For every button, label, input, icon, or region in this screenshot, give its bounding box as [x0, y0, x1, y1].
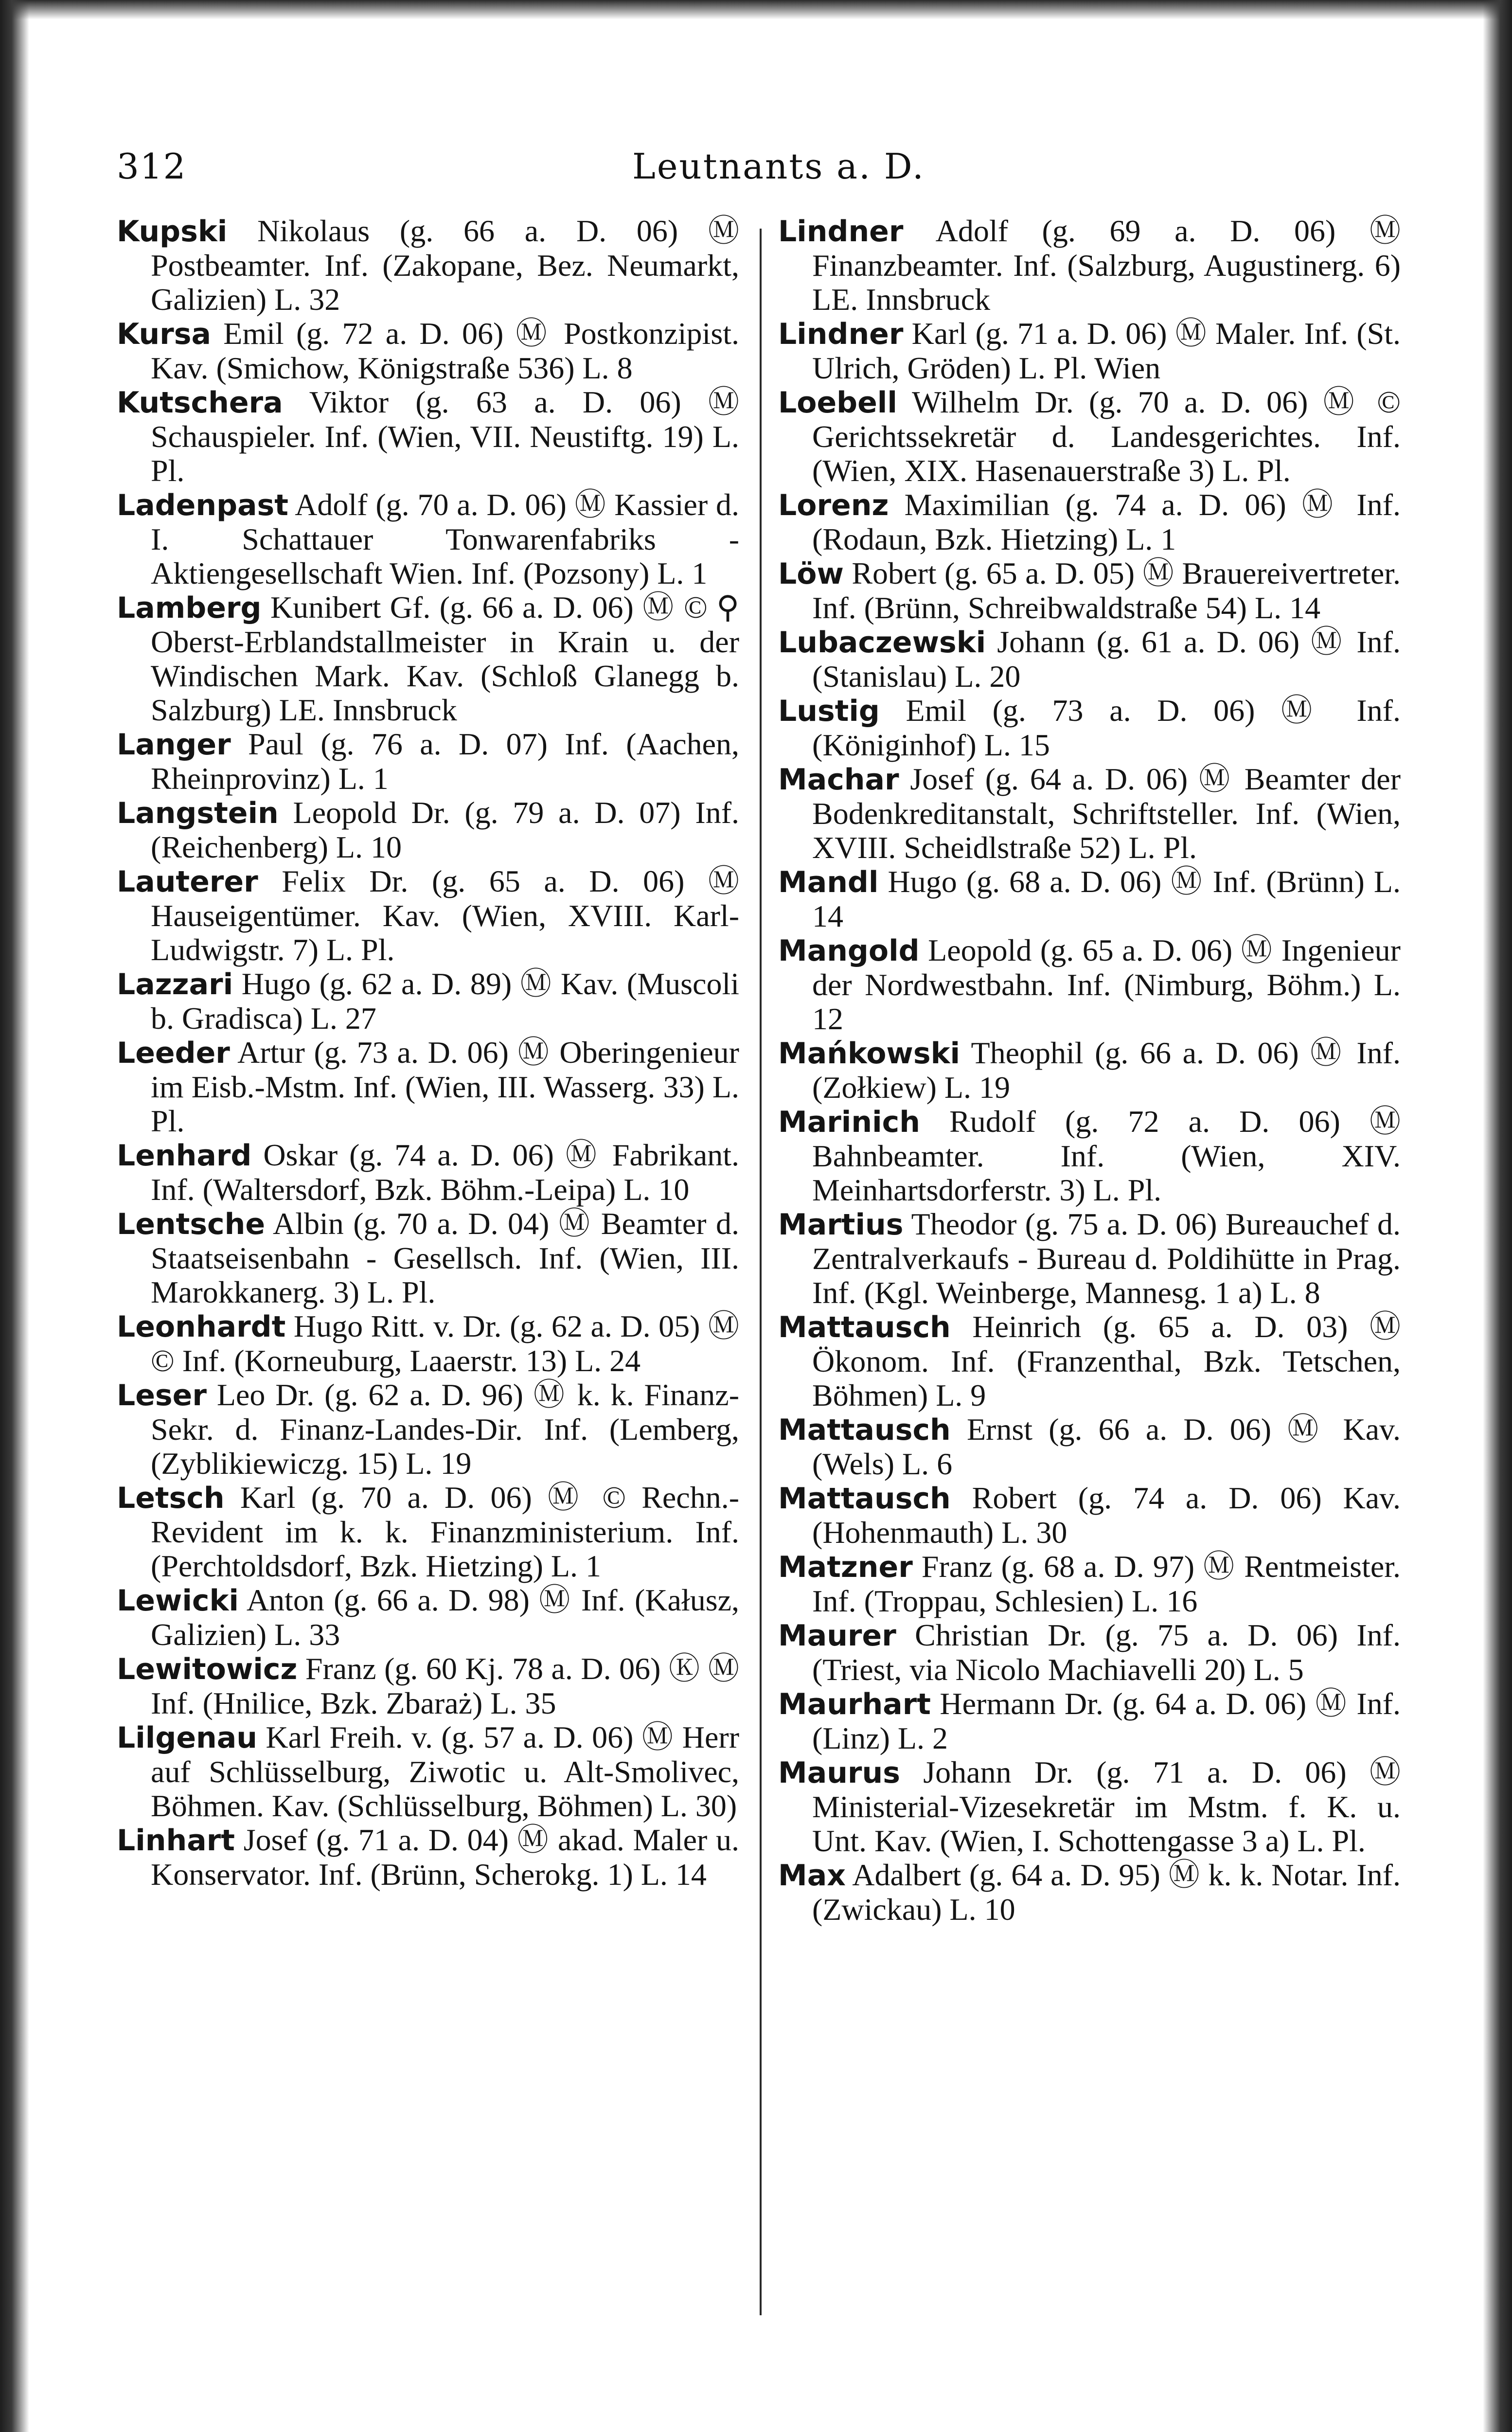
entry-surname: Martius [778, 1208, 904, 1242]
directory-entry [117, 1378, 739, 1481]
entry-surname: Lindner [778, 317, 904, 351]
directory-entry [778, 1618, 1401, 1687]
entry-details: Theophil (g. 66 a. D. 06) Ⓜ Inf. (Zołkiew) L. 19 [812, 1036, 1401, 1105]
entry-details: Emil (g. 72 a. D. 06) Ⓜ Postkonzipist. Kav. (Smichow, Königstraße 536) L. 8 [151, 316, 739, 385]
entry-surname: Mattausch [778, 1310, 951, 1344]
directory-entry [117, 1481, 739, 1583]
entry-surname: Mangold [778, 934, 920, 968]
directory-entry [778, 385, 1401, 488]
entry-surname: Letsch [117, 1481, 225, 1515]
directory-entry [117, 1309, 739, 1378]
directory-entry [778, 1687, 1401, 1755]
entry-surname: Linhart [117, 1824, 235, 1858]
entry-details: Emil (g. 73 a. D. 06) Ⓜ Inf. (Königinhof) L. 15 [812, 693, 1401, 762]
directory-entry [778, 1481, 1401, 1550]
entry-surname: Maurus [778, 1756, 900, 1790]
entry-surname: Loebell [778, 386, 897, 420]
directory-entry [117, 1138, 739, 1207]
directory-entry [117, 727, 739, 796]
entry-surname: Lewitowicz [117, 1652, 298, 1686]
directory-entry [778, 1036, 1401, 1105]
directory-entry [778, 1755, 1401, 1858]
directory-entry [778, 1105, 1401, 1207]
entry-details: Karl (g. 70 a. D. 06) Ⓜ © Rechn.-Revident im k. k. Finanzministerium. Inf. (Perchtoldsdorf, Bzk. Hietzing) L. 1 [151, 1480, 739, 1583]
entry-surname: Lamberg [117, 591, 262, 625]
directory-entry [117, 1583, 739, 1652]
page-number: 312 [117, 146, 187, 187]
entry-surname: Matzner [778, 1550, 913, 1584]
entry-surname: Lazzari [117, 967, 233, 1001]
directory-entry [778, 1310, 1401, 1413]
directory-entry [778, 933, 1401, 1036]
entry-surname: Lewicki [117, 1584, 239, 1618]
directory-entry [117, 1652, 739, 1720]
entry-surname: Leeder [117, 1036, 230, 1070]
directory-entry [778, 214, 1401, 317]
entry-details: Josef (g. 64 a. D. 06) Ⓜ Beamter der Bodenkreditanstalt, Schriftsteller. Inf. (Wien, XVIII. Scheidlstraße 52) L. Pl. [812, 762, 1401, 865]
directory-entry [778, 1207, 1401, 1310]
directory-entry [117, 1207, 739, 1309]
directory-entry [117, 385, 739, 488]
directory-entry [117, 214, 739, 317]
entry-details: Wilhelm Dr. (g. 70 a. D. 06) Ⓜ © Gerichtssekretär d. Landesgerichtes. Inf. (Wien, XIX. Hasenauerstraße 3) L. Pl. [812, 385, 1401, 488]
entry-surname: Leser [117, 1378, 207, 1413]
entry-surname: Lorenz [778, 488, 889, 522]
directory-entry [117, 590, 739, 727]
entry-details: Viktor (g. 63 a. D. 06) Ⓜ Schauspieler. Inf. (Wien, VII. Neustiftg. 19) L. Pl. [151, 385, 739, 488]
entry-details: Maximilian (g. 74 a. D. 06) Ⓜ Inf. (Rodaun, Bzk. Hietzing) L. 1 [812, 487, 1401, 556]
entry-details: Artur (g. 73 a. D. 06) Ⓜ Oberingenieur im Eisb.-Mstm. Inf. (Wien, III. Wasserg. 33) L. Pl. [151, 1035, 739, 1138]
running-title: Leutnants a. D. [632, 146, 925, 187]
directory-entry [117, 1036, 739, 1138]
directory-entry [778, 694, 1401, 762]
entry-surname: Lustig [778, 694, 880, 728]
entry-details: Robert (g. 65 a. D. 05) Ⓜ Brauereivertreter. Inf. (Brünn, Schreibwaldstraße 54) L. 14 [812, 556, 1401, 625]
scan-edge-top [0, 0, 1512, 19]
directory-entry [117, 796, 739, 864]
entry-details: Hugo Ritt. v. Dr. (g. 62 a. D. 05) Ⓜ © Inf. (Korneuburg, Laaerstr. 13) L. 24 [151, 1309, 739, 1378]
entry-details: Johann (g. 61 a. D. 06) Ⓜ Inf. (Stanislau) L. 20 [812, 625, 1401, 694]
entry-surname: Lauterer [117, 865, 258, 899]
entry-details: Leopold Dr. (g. 79 a. D. 07) Inf. (Reichenberg) L. 10 [151, 795, 739, 864]
entry-surname: Langstein [117, 796, 279, 830]
entry-surname: Lindner [778, 215, 904, 249]
directory-columns [117, 214, 1401, 2335]
entry-surname: Kutschera [117, 386, 283, 420]
entry-surname: Langer [117, 728, 231, 762]
entry-details: Leo Dr. (g. 62 a. D. 96) Ⓜ k. k. Finanz-Sekr. d. Finanz-Landes-Dir. Inf. (Lemberg, (Zyblikiewiczg. 15) L. 19 [151, 1377, 739, 1481]
column-divider [760, 229, 762, 2315]
entry-details: Adolf (g. 70 a. D. 06) Ⓜ Kassier d. I. Schattauer Tonwarenfabriks - Aktiengesellschaft Wien. Inf. (Pozsony) L. 1 [151, 487, 739, 590]
scan-edge-right [1483, 0, 1512, 2432]
entry-surname: Lentsche [117, 1207, 266, 1241]
entry-details: Hugo (g. 68 a. D. 06) Ⓜ Inf. (Brünn) L. 14 [812, 864, 1401, 933]
directory-entry [778, 317, 1401, 385]
entry-details: Adalbert (g. 64 a. D. 95) Ⓜ k. k. Notar. Inf. (Zwickau) L. 10 [812, 1858, 1401, 1927]
entry-surname: Lubaczewski [778, 626, 986, 660]
entry-surname: Mattausch [778, 1482, 951, 1516]
entry-surname: Machar [778, 763, 899, 797]
entry-surname: Ladenpast [117, 488, 288, 522]
directory-entry [778, 1550, 1401, 1618]
directory-entry [778, 488, 1401, 556]
entry-surname: Mandl [778, 865, 879, 899]
entry-details: Oskar (g. 74 a. D. 06) Ⓜ Fabrikant. Inf. (Waltersdorf, Bzk. Böhm.-Leipa) L. 10 [151, 1138, 739, 1207]
entry-surname: Kupski [117, 215, 228, 249]
entry-details: Franz (g. 68 a. D. 97) Ⓜ Rentmeister. Inf. (Troppau, Schlesien) L. 16 [812, 1549, 1401, 1618]
entry-surname: Lilgenau [117, 1721, 257, 1755]
scan-edge-left [0, 0, 29, 2432]
entry-details: Robert (g. 74 a. D. 06) Kav. (Hohenmauth) L. 30 [812, 1481, 1401, 1550]
entry-details: Christian Dr. (g. 75 a. D. 06) Inf. (Triest, via Nicolo Machiavelli 20) L. 5 [812, 1618, 1401, 1687]
right-column [778, 214, 1401, 2335]
entry-surname: Mattausch [778, 1413, 951, 1447]
entry-details: Kunibert Gf. (g. 66 a. D. 06) Ⓜ © ⚲ Oberst-Erblandstallmeister in Krain u. der Windischen Mark. Kav. (Schloß Glanegg b. Salzburg) LE. Innsbruck [151, 590, 739, 727]
entry-details: Theodor (g. 75 a. D. 06) Bureauchef d. Zentralverkaufs - Bureau d. Poldihütte in Prag. Inf. (Kgl. Weinberge, Mannesg. 1 a) L. 8 [812, 1207, 1401, 1310]
entry-details: Hermann Dr. (g. 64 a. D. 06) Ⓜ Inf. (Linz) L. 2 [812, 1686, 1401, 1755]
entry-surname: Marinich [778, 1105, 920, 1139]
entry-surname: Kursa [117, 317, 211, 351]
entry-details: Franz (g. 60 Kj. 78 a. D. 06) Ⓚ Ⓜ Inf. (Hnilice, Bzk. Zbaraż) L. 35 [151, 1651, 739, 1720]
entry-surname: Mańkowski [778, 1037, 961, 1071]
entry-surname: Leonhardt [117, 1310, 286, 1344]
page-header [117, 146, 1371, 199]
entry-surname: Löw [778, 557, 844, 591]
entry-surname: Maurhart [778, 1687, 931, 1721]
entry-details: Karl (g. 71 a. D. 06) Ⓜ Maler. Inf. (St. Ulrich, Gröden) L. Pl. Wien [812, 316, 1401, 385]
directory-entry [778, 625, 1401, 694]
entry-details: Anton (g. 66 a. D. 98) Ⓜ Inf. (Kałusz, Galizien) L. 33 [151, 1583, 739, 1652]
entry-details: Felix Dr. (g. 65 a. D. 06) Ⓜ Hauseigentümer. Kav. (Wien, XVIII. Karl-Ludwigstr. 7) L. Pl. [151, 864, 739, 967]
left-column [117, 214, 739, 2335]
directory-entry [778, 1413, 1401, 1481]
directory-entry [117, 1823, 739, 1892]
entry-details: Rudolf (g. 72 a. D. 06) Ⓜ Bahnbeamter. Inf. (Wien, XIV. Meinhartsdorferstr. 3) L. Pl. [812, 1104, 1401, 1207]
entry-details: Albin (g. 70 a. D. 04) Ⓜ Beamter d. Staatseisenbahn - Gesellsch. Inf. (Wien, III. Marokkanerg. 3) L. Pl. [151, 1206, 739, 1309]
directory-entry [117, 488, 739, 590]
entry-surname: Maurer [778, 1619, 896, 1653]
directory-entry [117, 1720, 739, 1823]
directory-entry [778, 556, 1401, 625]
entry-surname: Lenhard [117, 1139, 252, 1173]
directory-entry [778, 865, 1401, 933]
entry-details: Johann Dr. (g. 71 a. D. 06) Ⓜ Ministerial-Vizesekretär im Mstm. f. K. u. Unt. Kav. (Wien, I. Schottengasse 3 a) L. Pl. [812, 1755, 1401, 1858]
entry-details: Karl Freih. v. (g. 57 a. D. 06) Ⓜ Herr auf Schlüsselburg, Ziwotic u. Alt-Smolivec, Böhmen. Kav. (Schlüsselburg, Böhmen) L. 30) [151, 1720, 739, 1823]
directory-entry [117, 317, 739, 385]
entry-details: Hugo (g. 62 a. D. 89) Ⓜ Kav. (Muscoli b. Gradisca) L. 27 [151, 966, 739, 1036]
entry-details: Heinrich (g. 65 a. D. 03) Ⓜ Ökonom. Inf. (Franzenthal, Bzk. Tetschen, Böhmen) L. 9 [812, 1309, 1401, 1413]
entry-details: Paul (g. 76 a. D. 07) Inf. (Aachen, Rheinprovinz) L. 1 [151, 727, 739, 796]
directory-entry [778, 1858, 1401, 1927]
entry-details: Josef (g. 71 a. D. 04) Ⓜ akad. Maler u. Konservator. Inf. (Brünn, Scherokg. 1) L. 14 [151, 1823, 739, 1892]
entry-details: Ernst (g. 66 a. D. 06) Ⓜ Kav. (Wels) L. 6 [812, 1412, 1401, 1481]
directory-entry [117, 864, 739, 967]
directory-entry [117, 967, 739, 1036]
entry-details: Leopold (g. 65 a. D. 06) Ⓜ Ingenieur der Nordwestbahn. Inf. (Nimburg, Böhm.) L. 12 [812, 933, 1401, 1036]
entry-details: Adolf (g. 69 a. D. 06) Ⓜ Finanzbeamter. Inf. (Salzburg, Augustinerg. 6) LE. Innsbruck [812, 214, 1401, 317]
entry-details: Nikolaus (g. 66 a. D. 06) Ⓜ Postbeamter. Inf. (Zakopane, Bez. Neumarkt, Galizien) L. 32 [151, 214, 739, 317]
entry-surname: Max [778, 1859, 846, 1893]
directory-entry [778, 762, 1401, 865]
